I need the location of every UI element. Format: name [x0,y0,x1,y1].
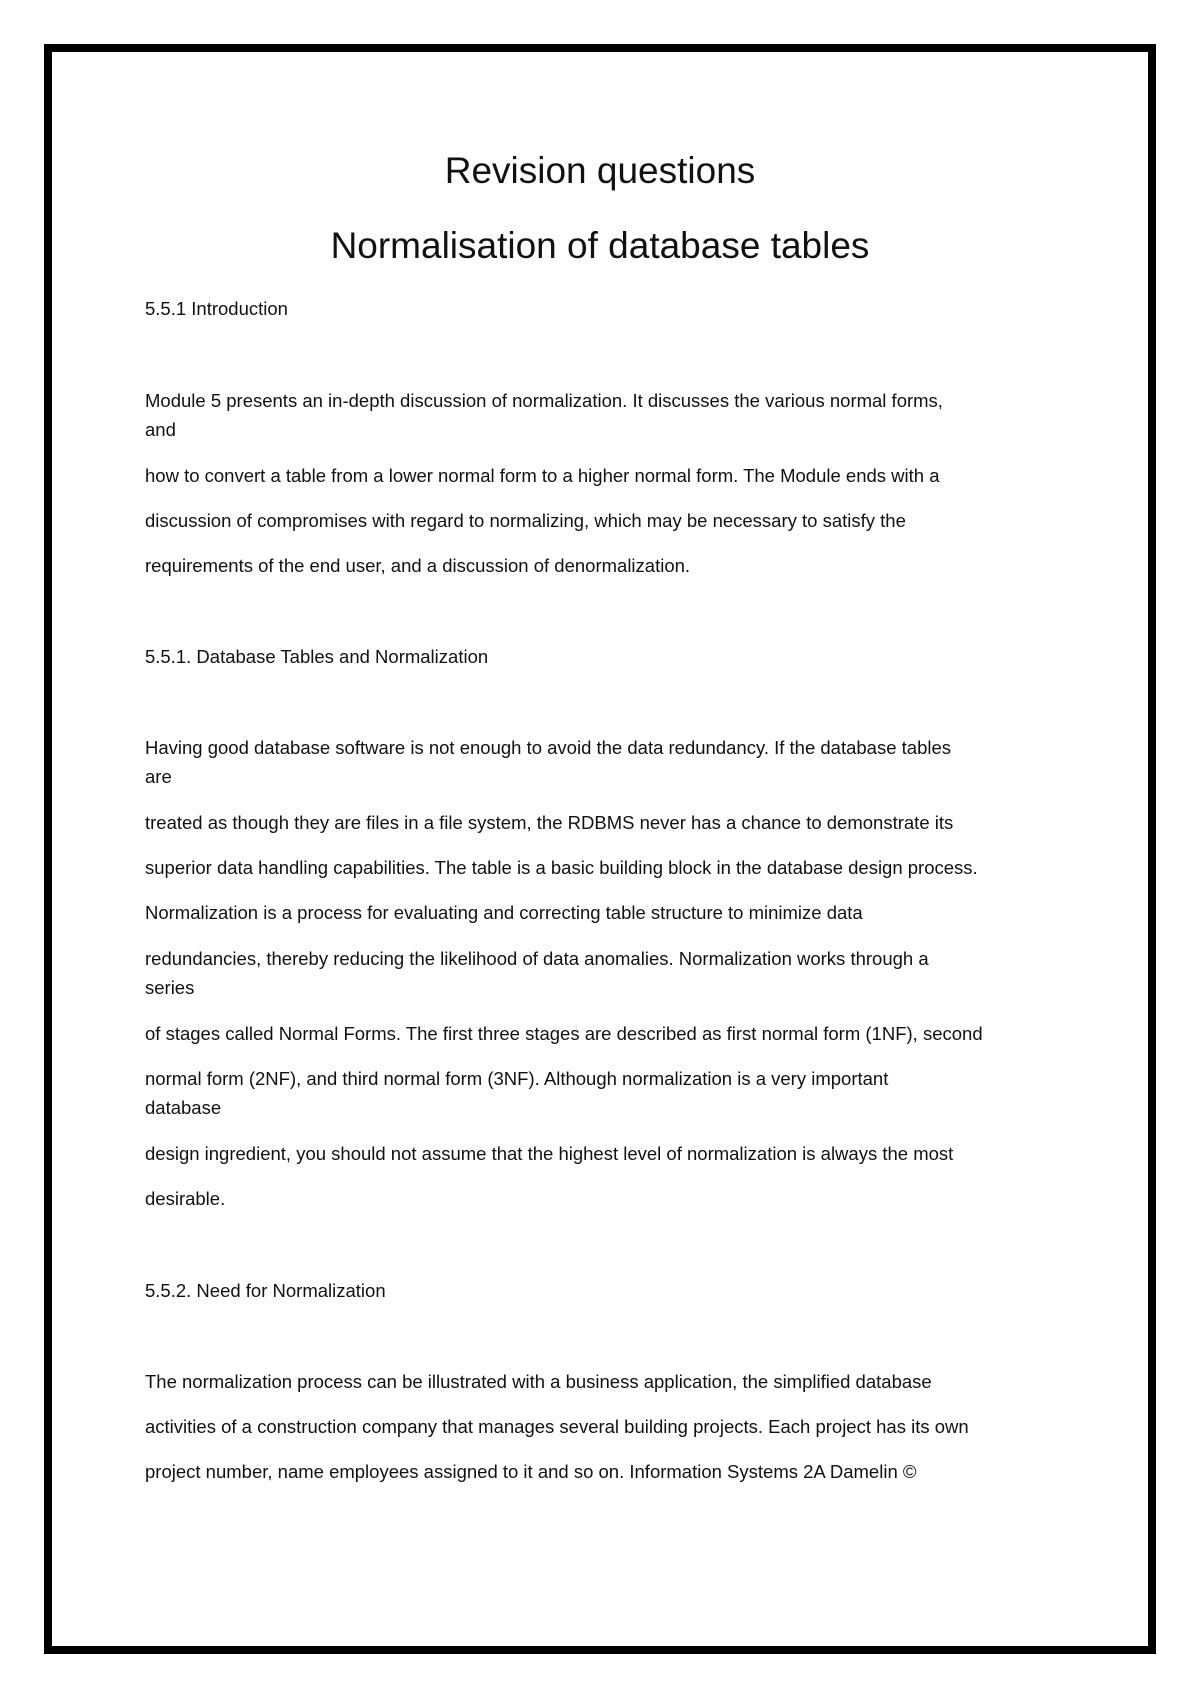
document-line: Having good database software is not enough to avoid the data redundancy. If the database tables [145,737,952,758]
document-line: design ingredient, you should not assume that the highest level of normalization is always the most [145,1143,954,1164]
document-line: activities of a construction company that manages several building projects. Each project has its own [145,1416,969,1437]
document-subtitle: Normalisation of database tables [330,225,870,266]
document-line: database [145,1097,222,1118]
document-line: series [145,977,195,998]
document-line: are [145,766,172,787]
document-line: of stages called Normal Forms. The first three stages are described as first normal form (1NF), second [145,1023,983,1044]
document-title: Revision questions [444,150,756,191]
document-line: redundancies, thereby reducing the likelihood of data anomalies. Normalization works through a [145,948,929,969]
document-line: discussion of compromises with regard to normalizing, which may be necessary to satisfy the [145,510,906,531]
document-line: treated as though they are files in a file system, the RDBMS never has a chance to demonstrate its [145,812,954,833]
document-line: Module 5 presents an in-depth discussion of normalization. It discusses the various normal forms, [145,390,943,411]
document-line: how to convert a table from a lower normal form to a higher normal form. The Module ends with a [145,465,940,486]
document-line: requirements of the end user, and a discussion of denormalization. [145,555,691,576]
page-border [44,44,1156,1654]
document-line: The normalization process can be illustrated with a business application, the simplified database [145,1371,932,1392]
document-line: normal form (2NF), and third normal form (3NF). Although normalization is a very important [145,1068,889,1089]
document-line: and [145,419,176,440]
document-line: 5.5.1 Introduction [145,298,288,319]
document-line: 5.5.1. Database Tables and Normalization [145,646,489,667]
document-line: project number, name employees assigned to it and so on. Information Systems 2A Damelin © [145,1461,917,1482]
document-line: superior data handling capabilities. The table is a basic building block in the database design process. [145,857,978,878]
document-line: Normalization is a process for evaluating and correcting table structure to minimize data [145,902,863,923]
document-line: 5.5.2. Need for Normalization [145,1280,386,1301]
document-line: desirable. [145,1188,226,1209]
